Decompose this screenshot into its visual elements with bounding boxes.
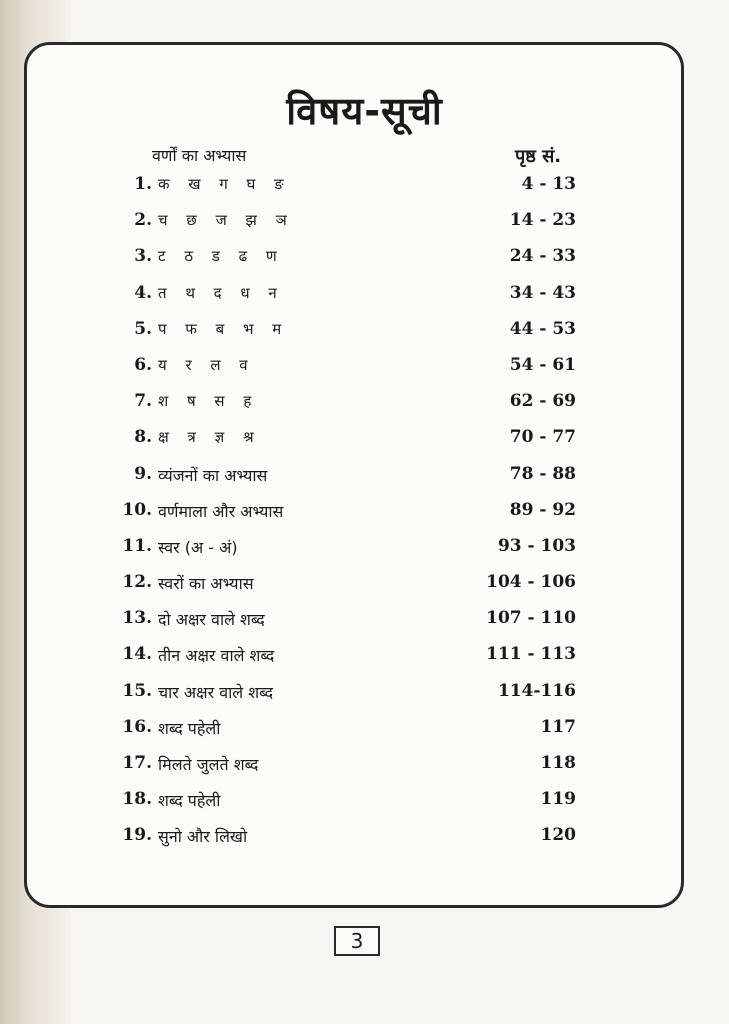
toc-title: त थ द ध न	[158, 283, 277, 302]
toc-number: 1.	[134, 174, 152, 194]
toc-row[interactable]	[0, 638, 729, 674]
toc-number: 12.	[122, 572, 152, 593]
toc-page-range: 117	[540, 716, 576, 737]
toc-title: क ख ग घ ङ	[158, 175, 284, 193]
page-column-heading: पृष्ठ सं.	[515, 146, 562, 167]
toc-number: 19.	[122, 825, 152, 846]
toc-title: शब्द पहेली	[158, 791, 221, 811]
toc-row[interactable]	[0, 566, 729, 602]
toc-page-range: 14 - 23	[509, 210, 576, 231]
toc-title: सुनो और लिखो	[158, 827, 248, 847]
toc-title: तीन अक्षर वाले शब्द	[158, 646, 275, 666]
toc-page-range: 93 - 103	[497, 535, 576, 556]
toc-row[interactable]	[0, 168, 729, 204]
toc-row[interactable]	[0, 277, 729, 313]
toc-number: 16.	[122, 716, 152, 737]
toc-page-range: 118	[540, 753, 576, 773]
toc-number: 7.	[134, 391, 152, 412]
toc-row[interactable]	[0, 711, 729, 747]
section-heading: वर्णों का अभ्यास	[152, 146, 247, 165]
toc-title: क्ष त्र ज्ञ श्र	[158, 428, 254, 447]
toc-page-range: 104 - 106	[486, 572, 576, 593]
toc-number: 4.	[134, 282, 152, 303]
toc-number: 13.	[122, 608, 152, 629]
toc-title: च छ ज झ ञ	[158, 211, 287, 230]
toc-number: 5.	[134, 318, 152, 339]
toc-row[interactable]	[0, 783, 729, 819]
toc-number: 9.	[134, 463, 152, 484]
toc-page-range: 62 - 69	[509, 391, 576, 412]
toc-title: दो अक्षर वाले शब्द	[158, 610, 265, 630]
toc-title: व्यंजनों का अभ्यास	[158, 465, 268, 485]
toc-row[interactable]	[0, 458, 729, 494]
toc-page-range: 54 - 61	[509, 354, 576, 375]
toc-row[interactable]	[0, 313, 729, 349]
toc-page-range: 107 - 110	[486, 608, 576, 629]
toc-row[interactable]	[0, 675, 729, 711]
toc-row[interactable]	[0, 494, 729, 530]
table-of-contents	[0, 168, 729, 856]
toc-row[interactable]	[0, 385, 729, 421]
toc-title: वर्णमाला और अभ्यास	[158, 501, 284, 521]
toc-number: 11.	[122, 535, 152, 556]
toc-page-range: 4 - 13	[521, 174, 576, 194]
toc-title: स्वर (अ - अं)	[158, 537, 238, 557]
toc-title: स्वरों का अभ्यास	[158, 574, 254, 594]
toc-title: चार अक्षर वाले शब्द	[158, 682, 273, 702]
toc-title: मिलते जुलते शब्द	[158, 755, 259, 774]
toc-title: शब्द पहेली	[158, 718, 221, 738]
toc-page-range: 114-116	[497, 680, 576, 701]
toc-page-range: 24 - 33	[509, 246, 576, 267]
toc-page-range: 119	[540, 789, 576, 810]
toc-number: 18.	[122, 789, 152, 810]
toc-row[interactable]	[0, 602, 729, 638]
toc-row[interactable]	[0, 240, 729, 276]
page-title: विषय-सूची	[286, 89, 443, 133]
toc-number: 3.	[134, 246, 152, 267]
toc-number: 15.	[122, 680, 152, 701]
toc-number: 2.	[134, 210, 152, 231]
toc-page-range: 111 - 113	[486, 644, 576, 665]
toc-page-range: 120	[540, 825, 576, 846]
toc-title: श ष स ह	[158, 392, 252, 411]
page-number: 3	[334, 926, 380, 956]
toc-row[interactable]	[0, 349, 729, 385]
toc-number: 8.	[134, 427, 152, 448]
toc-title: प फ ब भ म	[158, 319, 282, 338]
toc-page-range: 70 - 77	[509, 427, 576, 448]
toc-row[interactable]	[0, 530, 729, 566]
toc-page-range: 89 - 92	[509, 499, 576, 520]
toc-number: 10.	[122, 499, 152, 520]
toc-row[interactable]	[0, 204, 729, 240]
toc-row[interactable]	[0, 421, 729, 457]
toc-number: 6.	[134, 354, 152, 375]
toc-row[interactable]	[0, 747, 729, 783]
toc-page-range: 34 - 43	[509, 282, 576, 303]
toc-number: 14.	[122, 644, 152, 665]
toc-title: ट ठ ड ढ ण	[158, 247, 277, 266]
toc-number: 17.	[122, 753, 152, 773]
toc-title: य र ल व	[158, 355, 248, 374]
toc-page-range: 44 - 53	[509, 318, 576, 339]
toc-row[interactable]	[0, 819, 729, 855]
toc-page-range: 78 - 88	[509, 463, 576, 484]
